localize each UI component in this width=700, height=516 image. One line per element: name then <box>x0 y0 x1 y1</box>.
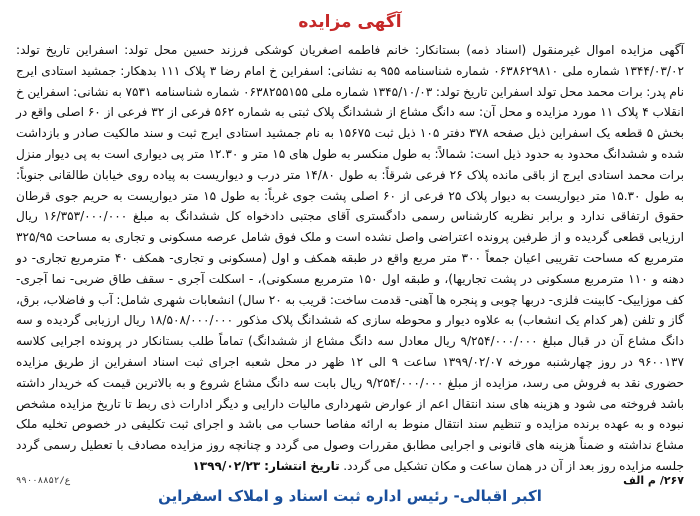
reference-code: ۲۶۷/ م الف <box>623 474 684 487</box>
notice-body-text: آگهی مزایده اموال غیرمنقول (اسناد ذمه) بستانکار: خانم فاطمه اصغریان کوشکی فرزند حسین محل تولد: اسفراین تاریخ تولد: ۱۳۴۴/۰۳/۰۲ شماره ملی ۰۶۳۸۶۲۹۸۱۰ شماره شناسنامه ۹۵۵ به نشانی: اسفراین خ امام رضا ۳ پلاک ۱۱۱ بدهکار: جمشید استادی ایرج نام پدر: برات محمد محل تولد اسفراین تاریخ تولد: ۱۳۴۵/۱۰/۰۳ شماره ملی ۰۶۳۸۲۵۵۱۵۵ شماره شناسنامه ۷۵۳۱ به نشانی: اسفراین خ انقلاب ۴ پلاک ۱۱ مورد مزایده و محل آن: سه دانگ مشاع از ششدانگ پلاک ثبتی به شماره ۵۶۲ فرعی از ۳۲ فرعی از ۶۰ اصلی واقع در بخش ۵ قطعه یک اسفراین ذیل صفحه ۳۷۸ دفتر ۱۰۵ ذیل ثبت ۱۵۶۷۵ به نام جمشید استادی ایرج ثبت و سند مالکیت صادر و بازداشت شده و ششدانگ محدود به حدود ذیل است: شمالاً: به طول منکسر به طول های ۱۵ متر و ۱۲.۳۰ متر پی دیواری است به پی دیوار منزل برات محمد استادی ایرج از باقی مانده پلاک ۲۶ فرعی شرقاً: به طول ۱۴/۸۰ متر درب و دیواریست به پیاده روی خیابان طالقانی جنوباً: به طول ۱۵.۳۰ متر دیواریست به دیوار پلاک ۲۵ فرعی از ۶۰ اصلی پشت جوی غرباً: به طول ۱۵ متر دیواریست به حریم جوی قرطان حقوق ارتفاقی ندارد و برابر نظریه کارشناس رسمی دادگستری آقای مجتبی دادخواه کل ششدانگ به مبلغ ۱۶/۳۵۳/۰۰۰/۰۰۰ ریال ارزیابی قطعی گردیده و از طرفین پرونده اعتراضی واصل نشده است و ملک فوق شامل عرصه مسکونی و تجاری به مساحت ۳۲۵/۹۵ مترمربع که مساحت تقریبی اعیان جمعاً ۳۰۰ متر مربع واقع در طبقه همکف و اول (مسکونی و تجاری- همکف ۴۰ مترمربع تجاری- دو دهنه و ۱۱۰ مترمربع مسکونی در پشت تجاریها)، و طبقه اول ۱۵۰ مترمربع مسکونی)، - اسکلت آجری - سقف طاق ضربی- نما آجری- کف موزاییک- کابینت فلزی- دربها چوبی و پنجره ها آهنی- قدمت ساخت: قریب به ۲۰ سال) انشعابات شهری شامل: آب و فاضلاب، برق، گاز و تلفن (هر کدام یک انشعاب) به علاوه دیوار و محوطه سازی که ششدانگ پلاک مذکور ۱۸/۵۰۸/۰۰۰/۰۰۰ ریال ارزیابی گردیده و سه دانگ مشاع آن در قبال مبلغ ۹/۲۵۴/۰۰۰/۰۰۰ ریال معادل سه دانگ مشاع از ششدانگ) تماماً طلب بستانکار در پرونده اجرایی کلاسه ۹۶۰۰۱۳۷ در روز چهارشنبه مورخه ۱۳۹۹/۰۲/۰۷ ساعت ۹ الی ۱۲ ظهر در محل شعبه اجرای ثبت اسناد اسفراین از طریق مزایده حضوری نقد به فروش می رسد، مزایده از مبلغ ۹/۲۵۴/۰۰۰/۰۰۰ ریال بابت سه دانگ مشاع شروع و به بالاترین قیمت که خریدار داشته باشد فروخته می شود و هزینه های سند انتقال اعم از عوارض شهرداری مالیات دارایی و دیگر ادارات ذی ربط تا تاریخ مزایده مشخص نبوده و به عهده برنده مزایده و تنظیم سند انتقال منوط به ارائه مفاصا حساب می باشد و اجرای ثبت تکلیفی در خصوص تخلیه ملک مشاع نداشته و ضمناً هزینه های قانونی و اجرایی مطابق مقررات وصول می گردد و چنانچه روز مزایده مصادف با تعطیل رسمی گردد جلسه مزایده روز بعد از آن در همان ساعت و مکان تشکیل می گردد. <box>16 43 685 473</box>
publish-date: تاریخ انتشار: ۱۳۹۹/۰۲/۲۳ <box>192 458 340 473</box>
footer <box>16 474 684 496</box>
notice-title: آگهی مزایده <box>298 12 402 32</box>
notice-body <box>16 40 684 477</box>
signature: اکبر اقبالی- رئیس اداره ثبت اسناد و املاک اسفراین <box>158 486 542 505</box>
tracking-code: ۹۹۰۰۸۸۵۲/ع <box>16 476 71 486</box>
